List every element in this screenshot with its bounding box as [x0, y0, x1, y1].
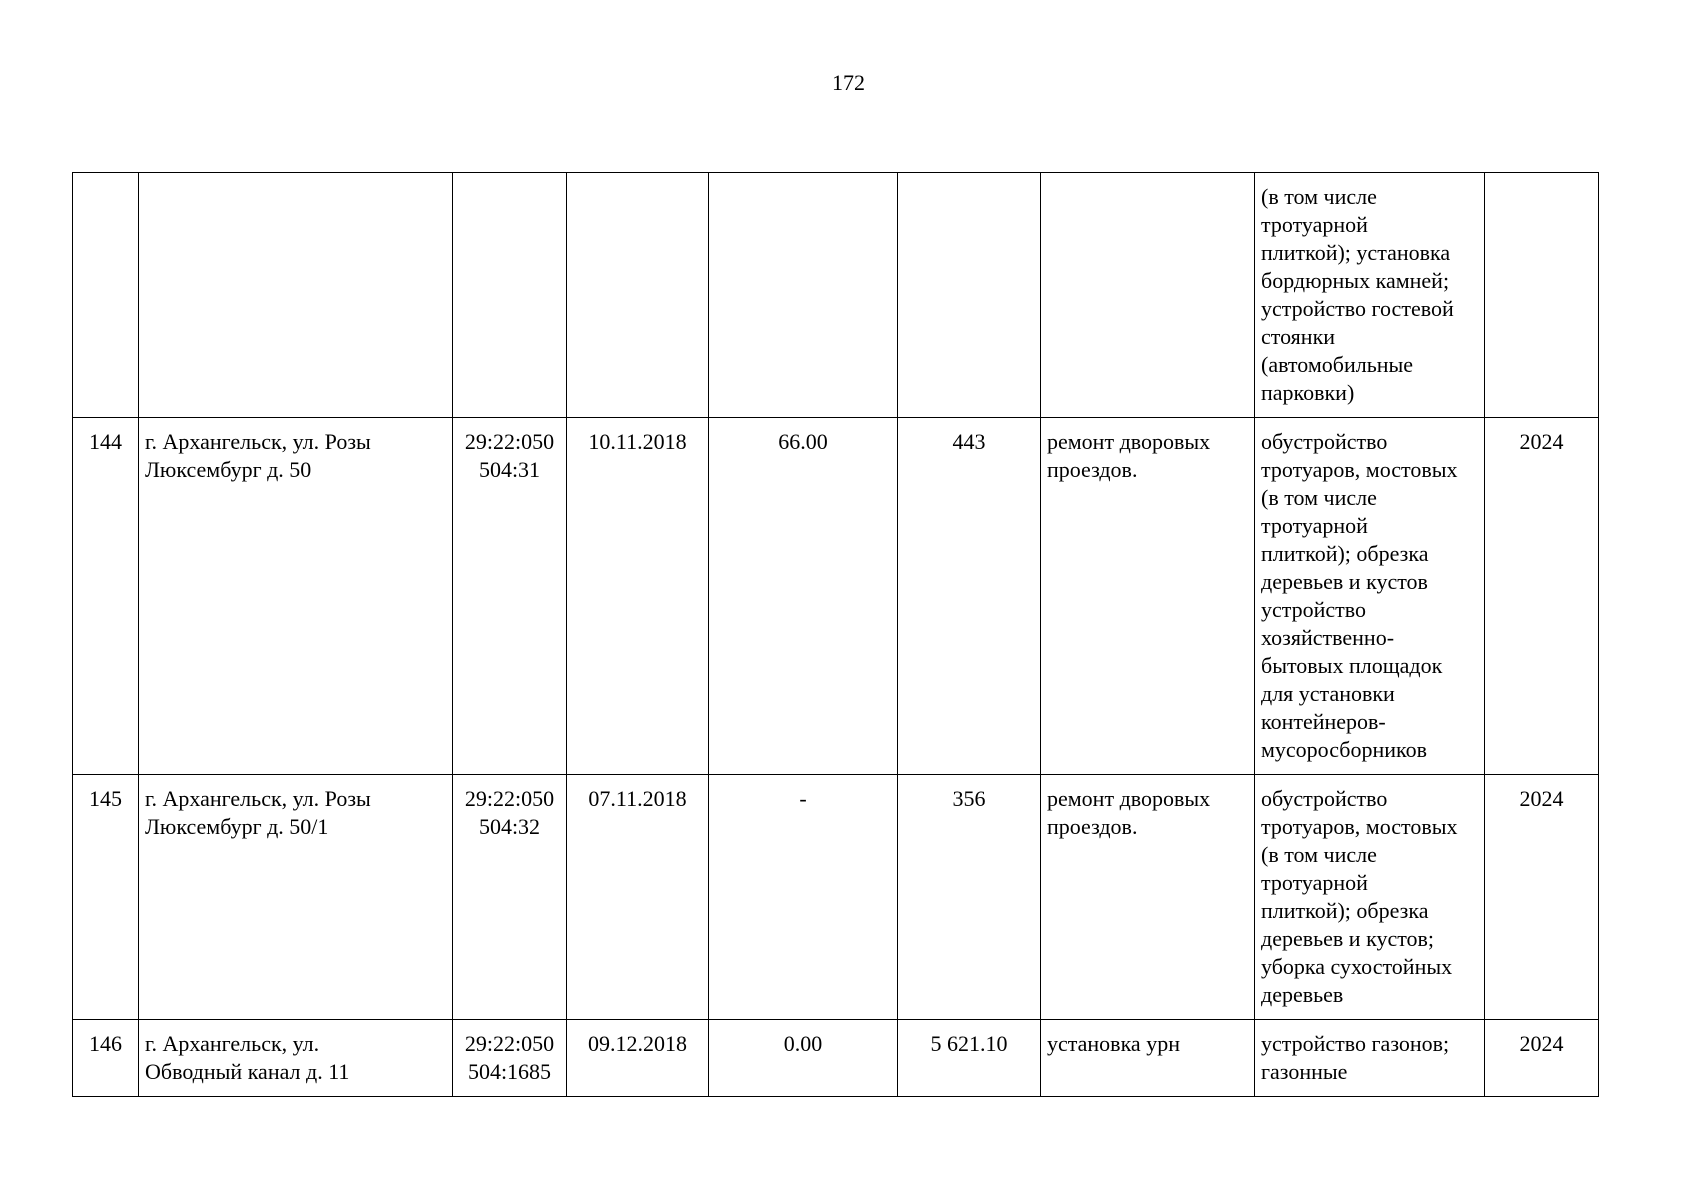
value2-cell: 443: [898, 418, 1041, 775]
address-cell: [139, 173, 453, 418]
work-additional-cell: устройство газонов; газонные: [1255, 1020, 1485, 1097]
year-cell: 2024: [1485, 1020, 1599, 1097]
address-cell: г. Архангельск, ул. Розы Люксембург д. 50/1: [139, 775, 453, 1020]
date-cell: [567, 173, 709, 418]
year-cell: [1485, 173, 1599, 418]
table-row: [73, 173, 1599, 418]
work-minimal-cell: установка урн: [1041, 1020, 1255, 1097]
table-row: [73, 775, 1599, 1020]
cadastral-number-cell: 29:22:050 504:31: [453, 418, 567, 775]
work-minimal-cell: ремонт дворовых проездов.: [1041, 418, 1255, 775]
value2-cell: 5 621.10: [898, 1020, 1041, 1097]
work-additional-cell: обустройство тротуаров, мостовых (в том числе тротуарной плиткой); обрезка деревьев и кустов; уборка сухостойных деревьев: [1255, 775, 1485, 1020]
value1-cell: 66.00: [709, 418, 898, 775]
date-cell: 09.12.2018: [567, 1020, 709, 1097]
row-number-cell: 145: [73, 775, 139, 1020]
year-cell: 2024: [1485, 775, 1599, 1020]
address-cell: г. Архангельск, ул. Розы Люксембург д. 50: [139, 418, 453, 775]
work-additional-cell: обустройство тротуаров, мостовых (в том числе тротуарной плиткой); обрезка деревьев и кустов устройство хозяйственно- бытовых площадок для установки контейнеров- мусоросборников: [1255, 418, 1485, 775]
date-cell: 10.11.2018: [567, 418, 709, 775]
row-number-cell: 146: [73, 1020, 139, 1097]
date-cell: 07.11.2018: [567, 775, 709, 1020]
row-number-cell: [73, 173, 139, 418]
value1-cell: [709, 173, 898, 418]
cadastral-number-cell: [453, 173, 567, 418]
work-additional-cell: (в том числе тротуарной плиткой); установка бордюрных камней; устройство гостевой стоянки (автомобильные парковки): [1255, 173, 1485, 418]
row-number-cell: 144: [73, 418, 139, 775]
cadastral-number-cell: 29:22:050 504:32: [453, 775, 567, 1020]
value2-cell: 356: [898, 775, 1041, 1020]
work-minimal-cell: ремонт дворовых проездов.: [1041, 775, 1255, 1020]
value2-cell: [898, 173, 1041, 418]
year-cell: 2024: [1485, 418, 1599, 775]
page-number: 172: [832, 70, 865, 95]
value1-cell: -: [709, 775, 898, 1020]
work-minimal-cell: [1041, 173, 1255, 418]
value1-cell: 0.00: [709, 1020, 898, 1097]
table-row: [73, 1020, 1599, 1097]
cadastral-number-cell: 29:22:050 504:1685: [453, 1020, 567, 1097]
table-row: [73, 418, 1599, 775]
address-cell: г. Архангельск, ул. Обводный канал д. 11: [139, 1020, 453, 1097]
data-table: [72, 172, 1599, 1097]
